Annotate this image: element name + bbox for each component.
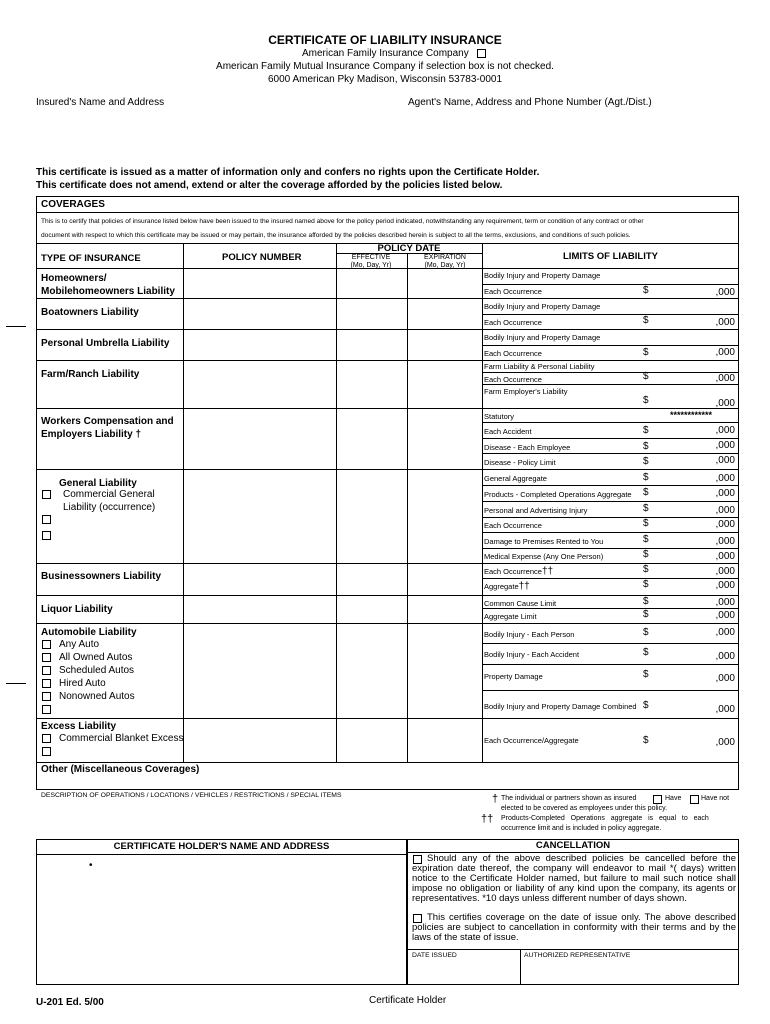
auto-nonowned-label: Nonowned Autos	[59, 691, 135, 702]
coverages-text2: document with respect to which this certificate may be issued or may pertain, the insurance afforded by the policies described herein is subject to all the terms, exclusions, and conditions of such policies.	[41, 232, 631, 239]
company-alt: American Family Mutual Insurance Company if selection box is not checked.	[216, 61, 554, 72]
limit-each-occ-home: Each Occurrence	[484, 287, 542, 296]
coverages-title: COVERAGES	[41, 199, 105, 210]
limit-each-accident: Each Accident	[484, 427, 532, 436]
dagger-mark: ††	[518, 581, 530, 592]
agent-label: Agent's Name, Address and Phone Number (Agt./Dist.)	[408, 97, 652, 108]
cancellation-title: CANCELLATION	[535, 840, 611, 851]
auto-hired-checkbox[interactable]	[42, 679, 51, 688]
amount-disease-policy: ,000	[715, 455, 735, 466]
dollar-sign: $	[643, 534, 649, 545]
auto-other-checkbox[interactable]	[42, 705, 51, 714]
amount-bi-accident: ,000	[715, 651, 735, 662]
limit-each-occ-umbrella: Each Occurrence	[484, 349, 542, 358]
dollar-sign: $	[643, 395, 649, 406]
amount-common-cause: ,000	[715, 597, 735, 608]
description-label: DESCRIPTION OF OPERATIONS / LOCATIONS / VEHICLES / RESTRICTIONS / SPECIAL ITEMS	[41, 792, 342, 799]
auto-scheduled-checkbox[interactable]	[42, 666, 51, 675]
insured-label: Insured's Name and Address	[36, 97, 165, 108]
dollar-sign: $	[643, 627, 649, 638]
dollar-sign: $	[643, 285, 649, 296]
dollar-sign: $	[643, 425, 649, 436]
date-issued-label: DATE ISSUED	[412, 952, 457, 959]
amount-farm-employer: ,000	[715, 398, 735, 409]
amount-disease-employee: ,000	[715, 440, 735, 451]
gl-option2-checkbox[interactable]	[42, 515, 51, 524]
form-number: U-201 Ed. 5/00	[36, 997, 104, 1008]
copy-designation: Certificate Holder	[369, 995, 447, 1006]
limit-property-damage: Property Damage	[484, 672, 543, 681]
dollar-sign: $	[643, 579, 649, 590]
dollar-sign: $	[643, 647, 649, 658]
dollar-sign: $	[643, 456, 649, 467]
amount-products-aggregate: ,000	[715, 488, 735, 499]
col-expiration-fmt: (Mo, Day, Yr)	[424, 262, 466, 269]
limit-occ-aggregate: Each Occurrence/Aggregate	[484, 736, 579, 745]
have-not-checkbox[interactable]	[690, 795, 699, 804]
type-boatowners: Boatowners Liability	[41, 307, 139, 318]
note2b-text: occurrence limit and is included in policy aggregate.	[501, 825, 662, 832]
limit-general-aggregate: General Aggregate	[484, 474, 547, 483]
auto-owned-checkbox[interactable]	[42, 653, 51, 662]
dollar-sign: $	[643, 487, 649, 498]
dollar-sign: $	[643, 472, 649, 483]
col-effective: EFFECTIVE	[351, 254, 391, 261]
excess-blanket-checkbox[interactable]	[42, 734, 51, 743]
limit-bi-accident: Bodily Injury - Each Accident	[484, 650, 580, 659]
dollar-sign: $	[643, 347, 649, 358]
amount-boat: ,000	[715, 317, 735, 328]
amount-medical-expense: ,000	[715, 551, 735, 562]
note2a-text: Products-Completed Operations aggregate is equal to each	[501, 815, 709, 822]
dagger-note2: ††	[481, 813, 494, 825]
limit-common-cause: Common Cause Limit	[484, 599, 557, 608]
dollar-sign: $	[643, 441, 649, 452]
auto-scheduled-label: Scheduled Autos	[59, 665, 135, 676]
limit-disease-policy: Disease - Policy Limit	[484, 458, 556, 467]
type-automobile: Automobile Liability	[41, 627, 137, 638]
statutory-stars: ************	[670, 410, 713, 420]
holder-label: CERTIFICATE HOLDER'S NAME AND ADDRESS	[113, 841, 330, 852]
amount-damage-premises: ,000	[715, 536, 735, 547]
limit-medical-expense: Medical Expense (Any One Person)	[484, 552, 604, 561]
note1-text: The individual or partners shown as insured	[501, 795, 637, 802]
amount-bi-person: ,000	[715, 627, 735, 638]
cancellation-text1: Should any of the above described policies be cancelled before the expiration date thereof, the company will endeavor to mail *( days) written notice to the Certificate Holder named, but failure to mail such notice shall impose no obligation or liability of any kind upon the company, its agents or representatives. *10 days unless different number of days shown.	[412, 853, 736, 904]
col-effective-fmt: (Mo, Day, Yr)	[350, 262, 392, 269]
type-workers-comp: Workers Compensation and Employers Liability †	[41, 416, 174, 440]
notice-line2: This certificate does not amend, extend or alter the coverage afforded by the policies listed below.	[36, 180, 503, 191]
holder-bullet: •	[89, 860, 93, 871]
amount-each-occ-bo: ,000	[715, 566, 735, 577]
excess-blanket-label: Commercial Blanket Excess	[59, 733, 184, 744]
limit-each-occ-bo: Each Occurrence††	[484, 566, 554, 577]
type-homeowners: Homeowners/ Mobilehomeowners Liability	[41, 273, 175, 297]
amount-occ-aggregate: ,000	[715, 737, 735, 748]
type-general-liability: General Liability	[59, 478, 137, 489]
auto-any-checkbox[interactable]	[42, 640, 51, 649]
type-umbrella: Personal Umbrella Liability	[41, 338, 170, 349]
amount-each-accident: ,000	[715, 425, 735, 436]
dollar-sign: $	[643, 549, 649, 560]
dollar-sign: $	[643, 315, 649, 326]
gl-commercial-label: Commercial General Liability (occurrence)	[63, 489, 156, 513]
limit-products-aggregate: Products - Completed Operations Aggregate	[484, 490, 632, 499]
dollar-sign: $	[643, 371, 649, 382]
limit-aggregate-bo: Aggregate††	[484, 581, 530, 592]
amount-bipd-combined: ,000	[715, 704, 735, 715]
limit-bipd-combined: Bodily Injury and Property Damage Combined	[484, 702, 637, 711]
dollar-sign: $	[643, 669, 649, 680]
dollar-sign: $	[643, 503, 649, 514]
dagger-note1: †	[492, 793, 499, 805]
company-select-checkbox[interactable]	[477, 49, 486, 58]
limit-personal-advertising: Personal and Advertising Injury	[484, 506, 588, 515]
amount-general-aggregate: ,000	[715, 473, 735, 484]
type-liquor: Liquor Liability	[41, 604, 113, 615]
limit-farm-personal: Farm Liability & Personal Liability	[484, 362, 595, 371]
cancellation-text2: This certifies coverage on the date of issue only. The above described policies are subject to cancellation in conformity with their terms and by the laws of the state of issue.	[412, 912, 736, 943]
dollar-sign: $	[643, 564, 649, 575]
amount-aggregate-limit: ,000	[715, 610, 735, 621]
col-limits: LIMITS OF LIABILITY	[563, 251, 658, 262]
notice-line1: This certificate is issued as a matter of information only and confers no rights upon the Certificate Holder.	[36, 167, 540, 178]
company-name: American Family Insurance Company	[302, 48, 469, 59]
auto-any-label: Any Auto	[59, 639, 100, 650]
type-other: Other (Miscellaneous Coverages)	[41, 764, 200, 775]
have-label: Have	[665, 795, 682, 802]
coverages-text1: This is to certify that policies of insurance listed below have been issued to the insured named above for the policy period indicated, notwithstanding any requirement, term or condition of any contract or other	[41, 218, 644, 225]
limit-bi-person: Bodily Injury - Each Person	[484, 630, 575, 639]
excess-other-checkbox[interactable]	[42, 747, 51, 756]
limit-each-occ-boat: Each Occurrence	[484, 318, 542, 327]
note1b-text: elected to be covered as employees under this policy.	[501, 805, 668, 812]
limit-damage-premises: Damage to Premises Rented to You	[484, 537, 604, 546]
limit-bipd-umbrella: Bodily Injury and Property Damage	[484, 333, 601, 342]
dollar-sign: $	[643, 700, 649, 711]
gl-option3-checkbox[interactable]	[42, 531, 51, 540]
dollar-sign: $	[643, 735, 649, 746]
limit-each-occ-farm: Each Occurrence	[484, 375, 542, 384]
type-farm: Farm/Ranch Liability	[41, 369, 140, 380]
limit-farm-employer: Farm Employer's Liability	[484, 387, 568, 396]
auto-owned-label: All Owned Autos	[59, 652, 133, 663]
amount-property-damage: ,000	[715, 673, 735, 684]
auto-hired-label: Hired Auto	[59, 678, 106, 689]
amount-home: ,000	[715, 287, 735, 298]
col-type: TYPE OF INSURANCE	[41, 253, 141, 264]
limit-aggregate-limit: Aggregate Limit	[484, 612, 537, 621]
col-policy-date: POLICY DATE	[377, 243, 441, 254]
col-expiration: EXPIRATION	[424, 254, 466, 261]
amount-aggregate-bo: ,000	[715, 580, 735, 591]
form-title: CERTIFICATE OF LIABILITY INSURANCE	[268, 33, 502, 47]
limit-disease-employee: Disease - Each Employee	[484, 443, 571, 452]
limit-statutory: Statutory	[484, 412, 515, 421]
dollar-sign: $	[643, 596, 649, 607]
limit-each-occ-gl: Each Occurrence	[484, 521, 542, 530]
amount-farm: ,000	[715, 373, 735, 384]
dollar-sign: $	[643, 518, 649, 529]
authorized-rep-label: AUTHORIZED REPRESENTATIVE	[524, 952, 631, 959]
auto-nonowned-checkbox[interactable]	[42, 692, 51, 701]
dollar-sign: $	[643, 609, 649, 620]
company-address: 6000 American Pky Madison, Wisconsin 53783-0001	[267, 74, 503, 85]
type-businessowners: Businessowners Liability	[41, 571, 162, 582]
have-checkbox[interactable]	[653, 795, 662, 804]
have-not-label: Have not	[701, 795, 730, 802]
limit-bipd-boat: Bodily Injury and Property Damage	[484, 302, 601, 311]
limit-bipd-home: Bodily Injury and Property Damage	[484, 271, 601, 280]
type-excess: Excess Liability	[41, 721, 117, 732]
dagger-mark: ††	[541, 566, 554, 577]
col-policy: POLICY NUMBER	[222, 252, 302, 263]
gl-commercial-checkbox[interactable]	[42, 490, 51, 499]
amount-each-occ-gl: ,000	[715, 519, 735, 530]
amount-personal-advertising: ,000	[715, 505, 735, 516]
amount-umbrella: ,000	[715, 347, 735, 358]
